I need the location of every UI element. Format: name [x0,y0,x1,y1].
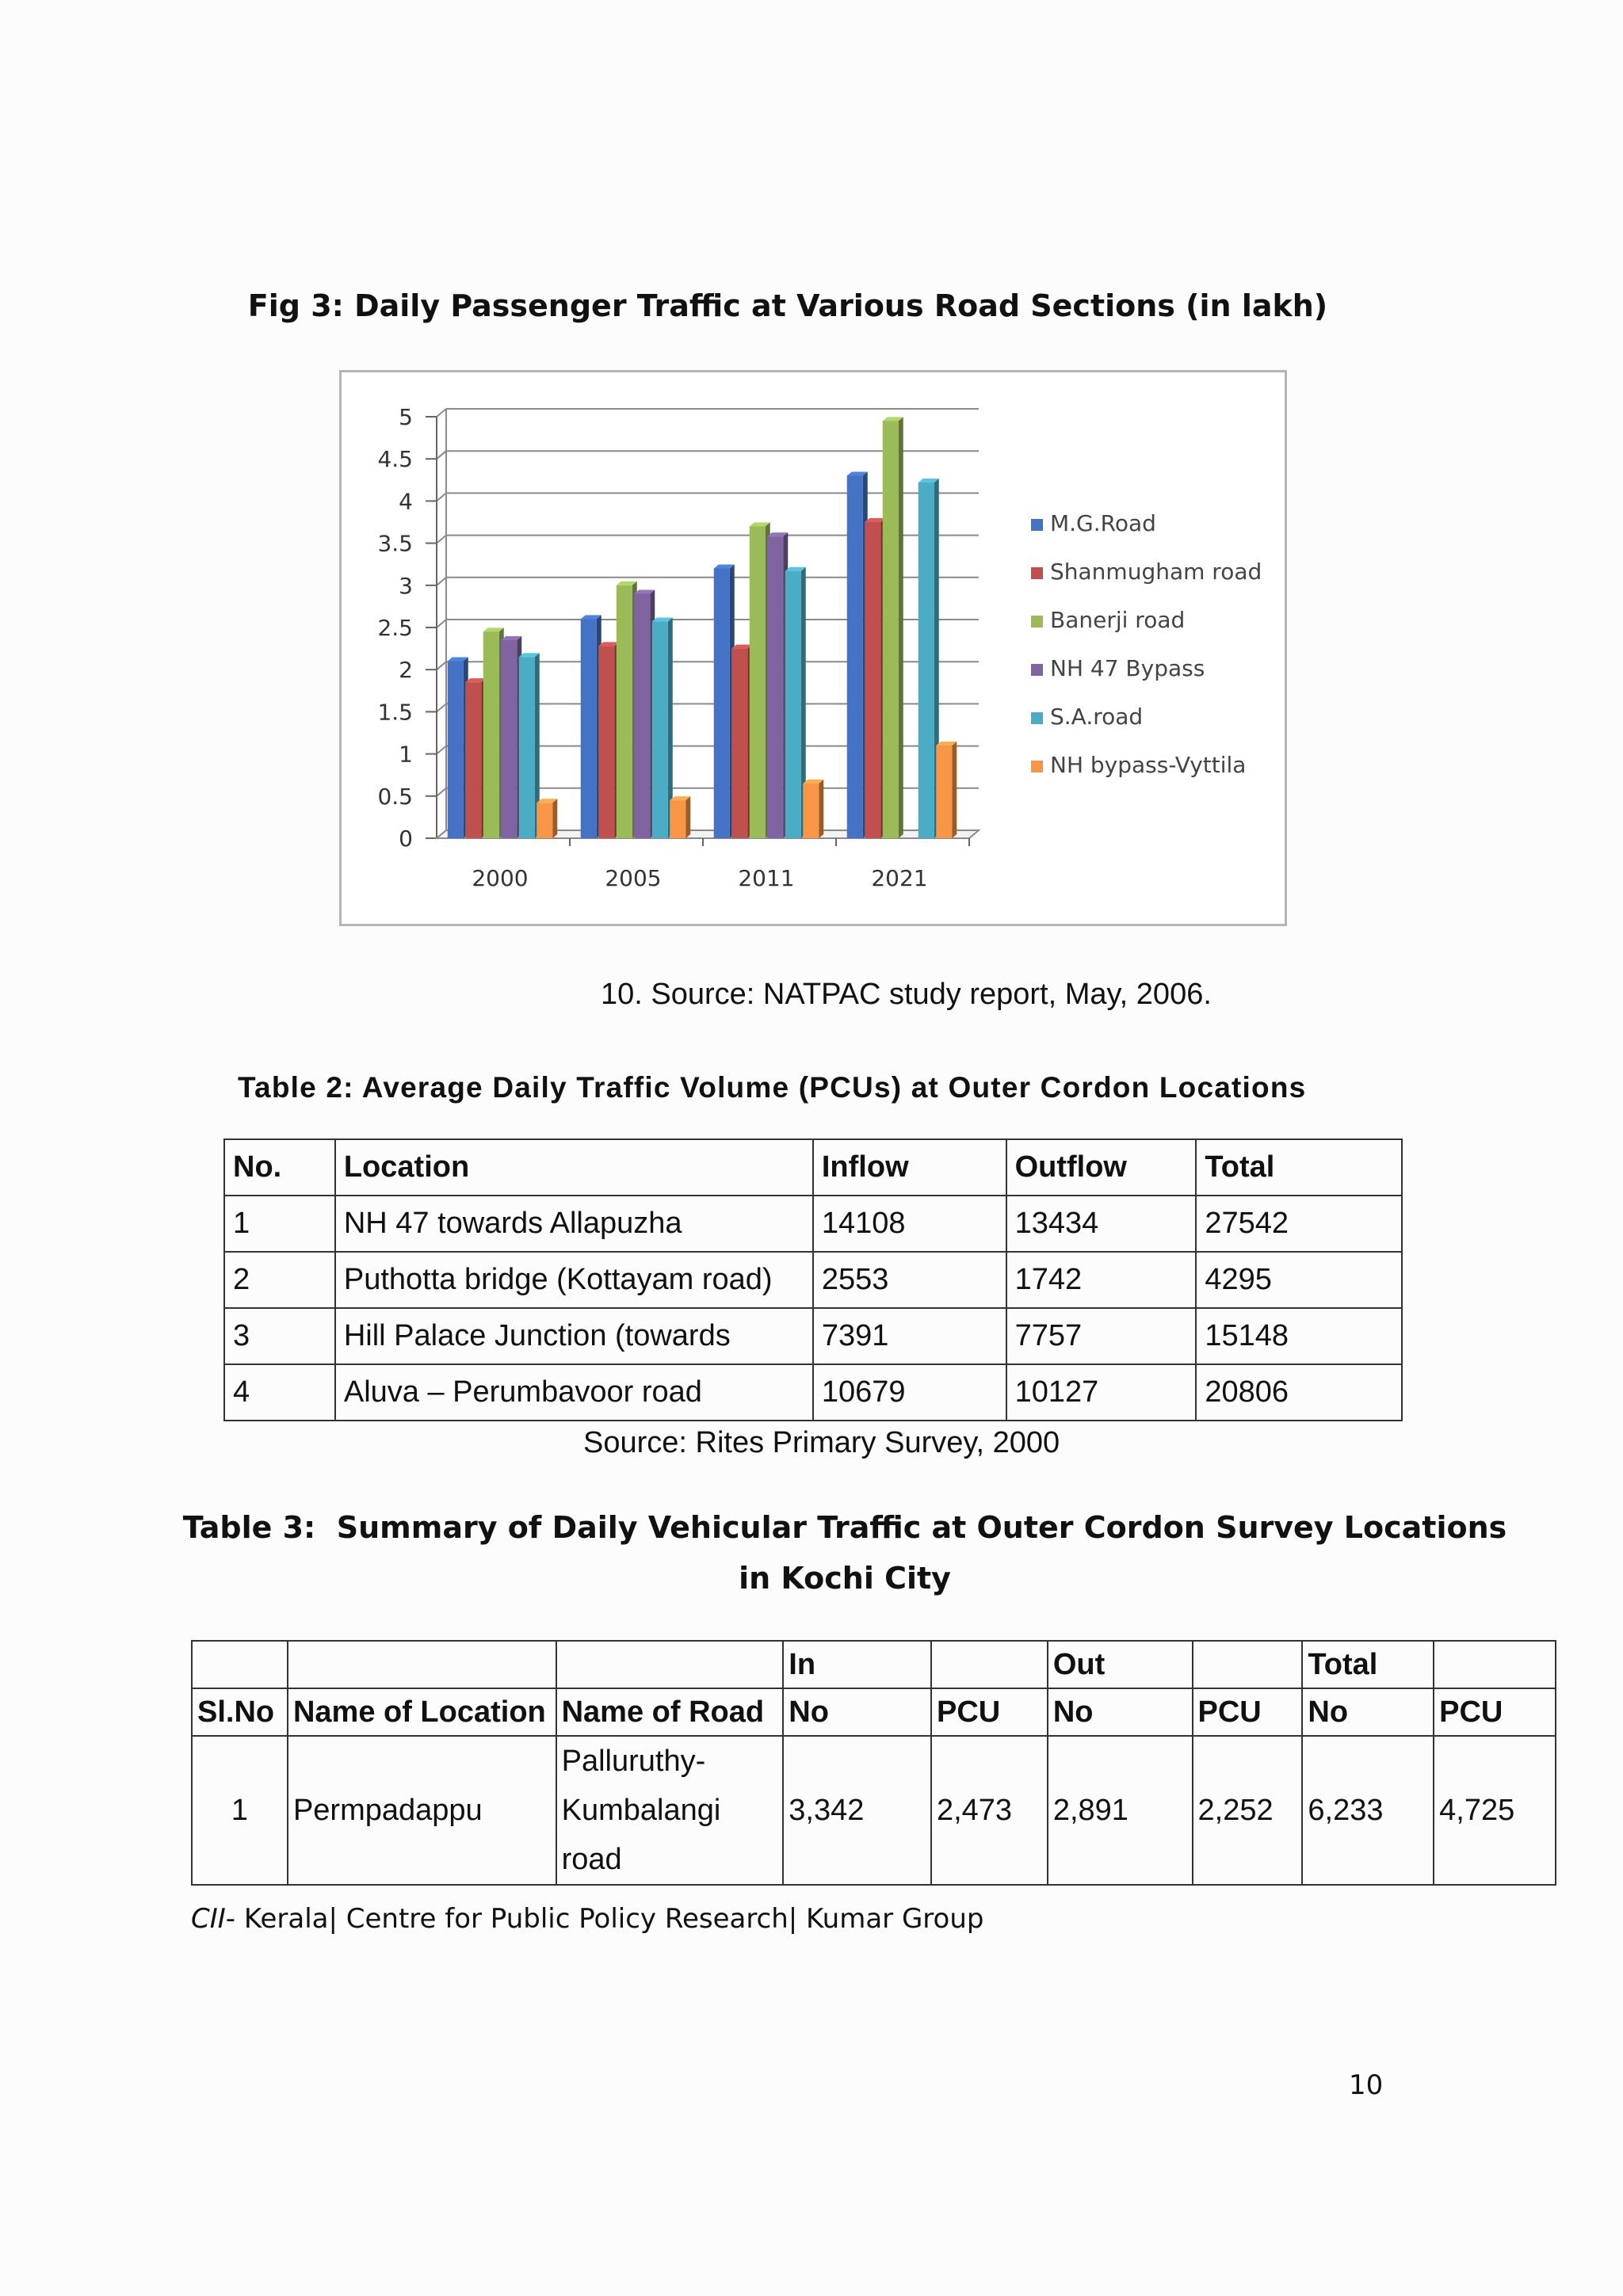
y-tick-label: 0.5 [377,783,413,810]
table-cell: 15148 [1196,1308,1402,1364]
gridline-side [437,409,446,417]
table2-header-cell: No. [224,1139,335,1196]
bar [598,646,614,838]
empty-cell [1434,1641,1556,1688]
table-row [224,1196,1402,1252]
legend-label: NH 47 Bypass [1050,655,1205,681]
table2-source: Source: Rites Primary Survey, 2000 [583,1426,1060,1459]
table2 [223,1138,1403,1421]
table-cell: NH 47 towards Allapuzha [335,1196,813,1252]
table2-title: Table 2: Average Daily Traffic Volume (PCUs) at Outer Cordon Locations [238,1071,1307,1104]
table-cell: Puthotta bridge (Kottayam road) [335,1252,813,1308]
table-row [224,1308,1402,1364]
table-cell: 3 [224,1308,335,1364]
gridline-side [437,493,446,501]
bar [448,662,464,838]
group-header-out: Out [1048,1641,1193,1688]
table-cell: 2,252 [1193,1736,1303,1885]
bar-side [685,796,690,838]
table-cell: 7391 [813,1308,1006,1364]
group-header-total: Total [1302,1641,1434,1688]
table-cell: 1742 [1006,1252,1197,1308]
bar [883,421,899,838]
gridline-side [437,704,446,711]
table-cell: 1 [224,1196,335,1252]
legend-swatch [1031,761,1043,772]
legend-label: S.A.road [1050,704,1144,730]
table-cell: 2553 [813,1252,1006,1308]
legend-label: M.G.Road [1050,510,1156,536]
table2-header-cell: Total [1196,1139,1402,1196]
table-cell: 2,891 [1048,1736,1193,1885]
table-cell: 3,342 [783,1736,931,1885]
y-tick-label: 3.5 [377,530,413,557]
bar [537,803,552,838]
legend-swatch [1031,616,1043,627]
page-number: 10 [1349,2069,1384,2101]
bar [634,593,650,838]
table-cell: Hill Palace Junction (towards [335,1308,813,1364]
bar [652,622,668,838]
bar [714,569,730,838]
empty-cell [1193,1641,1303,1688]
table-cell-road [556,1736,784,1885]
page-footer [191,1903,983,1935]
bar [750,526,766,838]
table3-header-cell: No [1048,1688,1193,1736]
y-tick-label: 1 [399,741,413,768]
table2-header-cell: Inflow [813,1139,1006,1196]
table-cell: 2,473 [931,1736,1048,1885]
bar [731,649,747,838]
table-cell: 2 [224,1252,335,1308]
bar [581,619,597,838]
y-tick-label: 5 [399,404,413,430]
bar [785,571,801,838]
legend-swatch [1031,712,1043,724]
table-cell: 6,233 [1302,1736,1434,1885]
table3-header-cell: PCU [1193,1688,1303,1736]
table-cell: 1 [192,1736,288,1885]
table-cell: Aluva – Perumbavoor road [335,1364,813,1421]
y-tick-label: 3 [399,572,413,599]
bar [847,475,863,838]
table3-header-cell: No [783,1688,931,1736]
table-cell: 4,725 [1434,1736,1556,1885]
y-tick-label: 4.5 [377,446,413,473]
x-tick-label: 2021 [871,865,928,891]
gridline-side [437,662,446,669]
y-tick-label: 1.5 [377,699,413,726]
bar-side [819,780,823,838]
gridline-side [437,578,446,585]
table-cell: 27542 [1196,1196,1402,1252]
bar [519,657,535,838]
y-tick-label: 4 [399,488,413,515]
footer-org-rest: - Kerala| Centre for Public Policy Research| Kumar Group [225,1903,984,1935]
x-tick-label: 2005 [605,865,662,891]
bar-side [952,742,957,838]
table-cell: 14108 [813,1196,1006,1252]
table3-header-row [192,1688,1556,1736]
empty-cell [288,1641,556,1688]
table2-header-cell: Outflow [1006,1139,1197,1196]
bar [767,536,783,838]
bar [865,522,880,838]
road-line1: Palluruthy- [561,1745,706,1778]
table-cell: 10127 [1006,1364,1197,1421]
table-row [224,1364,1402,1421]
road-line2: Kumbalangi road [561,1794,721,1876]
legend-label: Banerji road [1050,607,1186,633]
gridline-side [437,746,446,754]
bar-chart [339,370,1287,926]
bar [918,482,934,838]
table3 [191,1640,1556,1886]
table2-header-cell: Location [335,1139,813,1196]
table-cell: Permpadappu [288,1736,556,1885]
empty-cell [192,1641,288,1688]
table2-header-row [224,1139,1402,1196]
table-row [224,1252,1402,1308]
table-cell: 4295 [1196,1252,1402,1308]
bar [501,640,517,838]
table-cell: 7757 [1006,1308,1197,1364]
empty-cell [556,1641,784,1688]
table-cell: 20806 [1196,1364,1402,1421]
table3-header-cell: No [1302,1688,1434,1736]
gridline-side [437,451,446,459]
figure-title: Fig 3: Daily Passenger Traffic at Various Road Sections (in lakh) [247,288,1328,323]
table-cell: 4 [224,1364,335,1421]
gridline-side [437,620,446,627]
table3-group-header-row [192,1641,1556,1688]
bar-side [899,417,903,838]
bar [936,746,952,838]
bar [483,631,499,838]
table3-header-cell: Sl.No [192,1688,288,1736]
y-tick-label: 2.5 [377,615,413,641]
legend-swatch [1031,664,1043,676]
table3-header-cell: Name of Road [556,1688,784,1736]
table3-header-cell: PCU [1434,1688,1556,1736]
bar [465,682,481,838]
table3-title-line2: in Kochi City [739,1561,951,1596]
table-cell: 13434 [1006,1196,1197,1252]
bar [617,585,632,838]
figure-source: 10. Source: NATPAC study report, May, 2006. [601,978,1212,1011]
y-tick-label: 2 [399,657,413,684]
legend-label: Shanmugham road [1050,559,1262,585]
gridline-side [437,788,446,796]
x-tick-label: 2000 [472,865,529,891]
table3-header-cell: PCU [931,1688,1048,1736]
table3-title [33,1502,1623,1604]
x-tick-label: 2011 [738,865,795,891]
legend-label: NH bypass-Vyttila [1050,752,1247,778]
table-row [192,1736,1556,1885]
y-tick-label: 0 [399,826,413,852]
group-header-in: In [783,1641,931,1688]
table3-header-cell: Name of Location [288,1688,556,1736]
chart-canvas [342,372,1285,924]
footer-org-italic: CII [191,1903,226,1935]
bar [803,784,819,838]
bar-side [552,799,557,838]
legend-swatch [1031,567,1043,579]
legend-swatch [1031,519,1043,531]
bar [670,800,685,838]
table3-title-line1: Table 3: Summary of Daily Vehicular Traffic at Outer Cordon Survey Locations [182,1510,1507,1545]
gridline-side [437,536,446,543]
empty-cell [931,1641,1048,1688]
table-cell: 10679 [813,1364,1006,1421]
